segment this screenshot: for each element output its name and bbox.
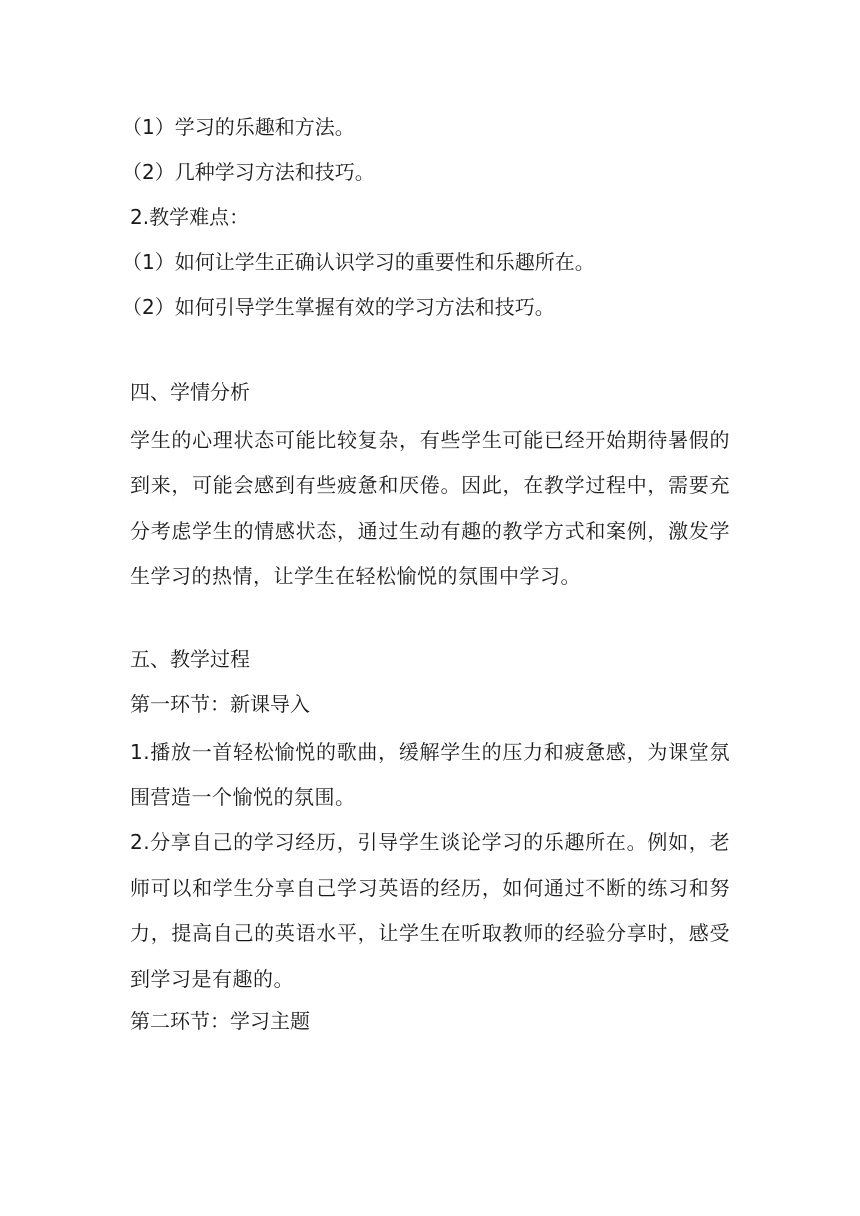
step1-item-2: 2.分享自己的学习经历，引导学生谈论学习的乐趣所在。例如，老师可以和学生分享自己学习英语的经历，如何通过不断的练习和努力，提高自己的英语水平，让学生在听取教师的经验分享时，感受到学习是有趣的。 [130, 830, 730, 991]
teaching-point-1: （1）学习的乐趣和方法。 [122, 115, 355, 139]
section4-heading: 四、学情分析 [130, 380, 250, 404]
difficulty-item-1: （1）如何让学生正确认识学习的重要性和乐趣所在。 [122, 250, 595, 274]
difficulties-heading: 2.教学难点： [130, 205, 250, 229]
section-gap [130, 333, 730, 373]
section4-body: 学生的心理状态可能比较复杂，有些学生可能已经开始期待暑假的到来，可能会感到有些疲惫和厌倦。因此，在教学过程中，需要充分考虑学生的情感状态，通过生动有趣的教学方式和案例，激发学生学习的热情，让学生在轻松愉悦的氛围中学习。 [130, 428, 730, 589]
section-gap [130, 600, 730, 640]
section5-heading: 五、教学过程 [130, 646, 250, 671]
step1-item-1: 1.播放一首轻松愉悦的歌曲，缓解学生的压力和疲惫感，为课堂氛围营造一个愉悦的氛围。 [130, 739, 730, 810]
document-content [122, 108, 730, 1047]
teaching-point-2: （2）几种学习方法和技巧。 [122, 160, 375, 184]
step2-heading: 第二环节：学习主题 [130, 1009, 310, 1034]
difficulty-item-2: （2）如何引导学生掌握有效的学习方法和技巧。 [122, 295, 555, 319]
step1-heading: 第一环节：新课导入 [130, 691, 310, 716]
